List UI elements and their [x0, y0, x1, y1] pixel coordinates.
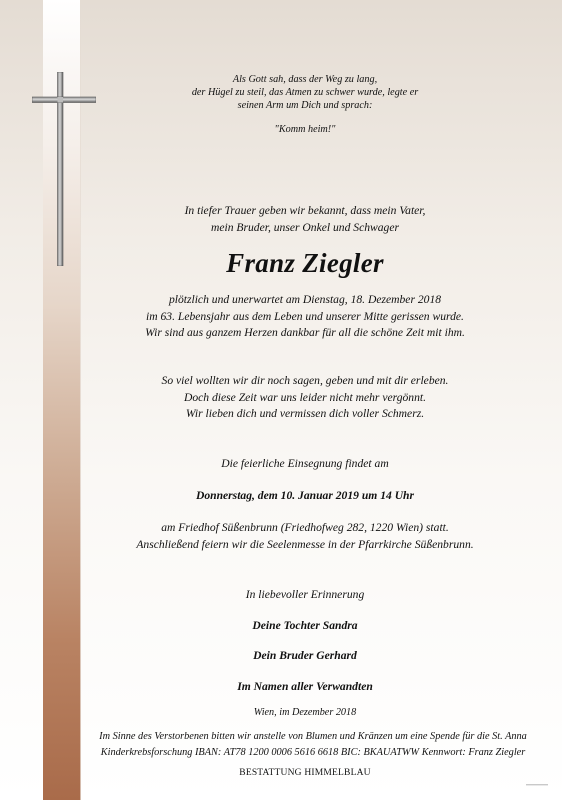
death-info-line: Wir sind aus ganzem Herzen dankbar für all die schöne Zeit mit ihm.	[145, 326, 465, 339]
donation-line: Im Sinne des Verstorbenen bitten wir anstelle von Blumen und Kränzen um eine Spende für die St. Anna	[99, 731, 527, 742]
announcement	[90, 203, 520, 236]
location-line: am Friedhof Süßenbrunn (Friedhofweg 282, 1220 Wien) statt.	[161, 521, 449, 534]
farewell-line: Doch diese Zeit war uns leider nicht mehr vergönnt.	[183, 390, 427, 404]
ceremony-location	[90, 520, 520, 553]
ceremony-datetime: Donnerstag, dem 10. Januar 2019 um 14 Uhr	[195, 489, 415, 502]
mourner-name: Dein Bruder Gerhard	[253, 649, 357, 662]
poem-line: der Hügel zu steil, das Atmen zu schwer wurde, legte er	[191, 87, 419, 98]
announcement-line: mein Bruder, unser Onkel und Schwager	[210, 220, 400, 234]
donation-line: Kinderkrebsforschung IBAN: AT78 1200 0006 5616 6618 BIC: BKAUATWW Kennwort: Franz Ziegler	[100, 747, 526, 758]
watermark-mark	[526, 783, 548, 787]
farewell	[90, 373, 520, 423]
mourner-name: Im Namen aller Verwandten	[237, 680, 373, 693]
farewell-line: So viel wollten wir dir noch sagen, geben und mit dir erleben.	[161, 374, 449, 387]
funeral-home-name: BESTATTUNG HIMMELBLAU	[239, 768, 371, 778]
deceased-name: Franz Ziegler	[226, 248, 384, 278]
cross-icon	[32, 72, 96, 266]
farewell-line: Wir lieben dich und vermissen dich voller Schmerz.	[185, 407, 425, 420]
death-info-line: plötzlich und unerwartet am Dienstag, 18. Dezember 2018	[168, 293, 442, 306]
poem-line: seinen Arm um Dich und sprach:	[237, 100, 373, 111]
poem	[90, 73, 520, 136]
mourners-intro: In liebevoller Erinnerung	[245, 588, 365, 601]
poem-quote: "Komm heim!"	[274, 124, 336, 135]
death-info	[90, 292, 520, 342]
ceremony-intro: Die feierliche Einsegnung findet am	[221, 457, 389, 470]
death-info-line: im 63. Lebensjahr aus dem Leben und unserer Mitte gerissen wurde.	[146, 309, 464, 323]
donation-note	[84, 729, 542, 761]
place-date: Wien, im Dezember 2018	[253, 707, 357, 718]
announcement-line: In tiefer Trauer geben wir bekannt, dass mein Vater,	[184, 204, 426, 217]
location-line: Anschließend feiern wir die Seelenmesse in der Pfarrkirche Süßenbrunn.	[136, 537, 474, 551]
mourner-name: Deine Tochter Sandra	[252, 619, 358, 632]
poem-line: Als Gott sah, dass der Weg zu lang,	[232, 74, 378, 85]
